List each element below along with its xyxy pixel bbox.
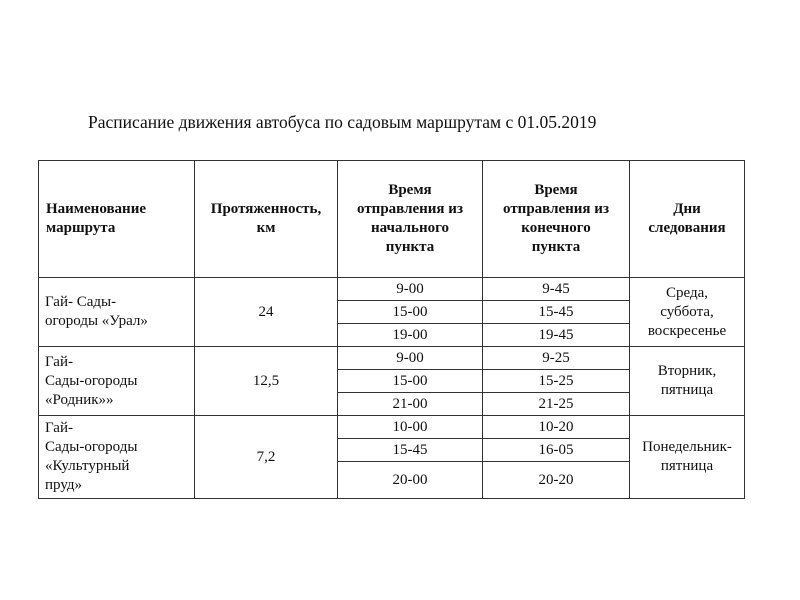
- header-depart-start-line: начального: [370, 220, 450, 236]
- header-depart-end-line: отправления из: [503, 201, 609, 217]
- header-depart-end-line: пункта: [531, 239, 581, 255]
- route-name-line: Сады-огороды: [45, 439, 138, 455]
- depart-start-cell: 15-45: [338, 439, 483, 462]
- depart-start-cell: 21-00: [338, 393, 483, 416]
- route-days-line: пятница: [660, 458, 714, 474]
- header-days-line: Дни: [673, 201, 701, 217]
- schedule-table: [38, 160, 745, 499]
- depart-start-cell: 9-00: [338, 347, 483, 370]
- table-row: [39, 416, 745, 439]
- depart-start-cell: 15-00: [338, 370, 483, 393]
- header-route-line: Наименование: [46, 201, 146, 217]
- depart-end-cell: 15-25: [483, 370, 630, 393]
- route-length-cell: 24: [195, 278, 338, 347]
- header-row: [39, 161, 745, 278]
- route-name-cell: [39, 278, 195, 347]
- depart-start-cell: 9-00: [338, 278, 483, 301]
- header-depart-start-line: Время: [388, 182, 432, 198]
- depart-end-cell: 19-45: [483, 324, 630, 347]
- header-days: [630, 161, 745, 278]
- route-days-line: пятница: [660, 382, 714, 398]
- route-name-line: Гай-: [45, 353, 73, 370]
- page-title: Расписание движения автобуса по садовым маршрутам с 01.05.2019: [88, 112, 597, 132]
- depart-end-cell: 10-20: [483, 416, 630, 439]
- route-name-line: «Родник»»: [45, 391, 114, 408]
- table-row: [39, 347, 745, 370]
- route-days-line: воскресенье: [647, 322, 727, 339]
- route-name-cell: [39, 347, 195, 416]
- route-days-line: суббота,: [660, 303, 714, 320]
- header-depart-start: [338, 161, 483, 278]
- route-length-cell: 12,5: [195, 347, 338, 416]
- route-days-cell: [630, 347, 745, 416]
- route-name-line: огороды «Урал»: [45, 313, 148, 329]
- header-route: [39, 161, 195, 278]
- route-days-line: Среда,: [665, 284, 708, 301]
- header-depart-start-line: пункта: [385, 239, 435, 255]
- route-name-line: Гай- Сады-: [45, 294, 117, 310]
- route-name-line: Гай-: [45, 420, 73, 436]
- depart-end-cell: 9-25: [483, 347, 630, 370]
- route-days-cell: [630, 278, 745, 347]
- table-row: [39, 278, 745, 301]
- depart-end-cell: 15-45: [483, 301, 630, 324]
- depart-start-cell: 15-00: [338, 301, 483, 324]
- route-days-line: Понедельник-: [642, 439, 732, 455]
- depart-end-cell: 16-05: [483, 439, 630, 462]
- depart-end-cell: 21-25: [483, 393, 630, 416]
- header-length-line: км: [256, 220, 276, 236]
- route-length-cell: 7,2: [195, 416, 338, 499]
- depart-end-cell: 9-45: [483, 278, 630, 301]
- header-days-line: следования: [648, 220, 726, 236]
- header-depart-end-line: конечного: [521, 220, 591, 236]
- route-name-line: «Культурный: [45, 458, 130, 474]
- depart-start-cell: 10-00: [338, 416, 483, 439]
- header-length: [195, 161, 338, 278]
- route-days-line: Вторник,: [657, 363, 717, 379]
- header-route-line: маршрута: [46, 220, 116, 236]
- header-depart-start-line: отправления из: [357, 201, 463, 217]
- route-name-line: Сады-огороды: [45, 372, 138, 389]
- depart-start-cell: 20-00: [338, 462, 483, 499]
- depart-start-cell: 19-00: [338, 324, 483, 347]
- depart-end-cell: 20-20: [483, 462, 630, 499]
- route-name-line: пруд»: [45, 477, 83, 493]
- route-name-cell: [39, 416, 195, 499]
- header-depart-end: [483, 161, 630, 278]
- header-length-line: Протяженность,: [210, 201, 322, 217]
- header-depart-end-line: Время: [534, 182, 578, 198]
- route-days-cell: [630, 416, 745, 499]
